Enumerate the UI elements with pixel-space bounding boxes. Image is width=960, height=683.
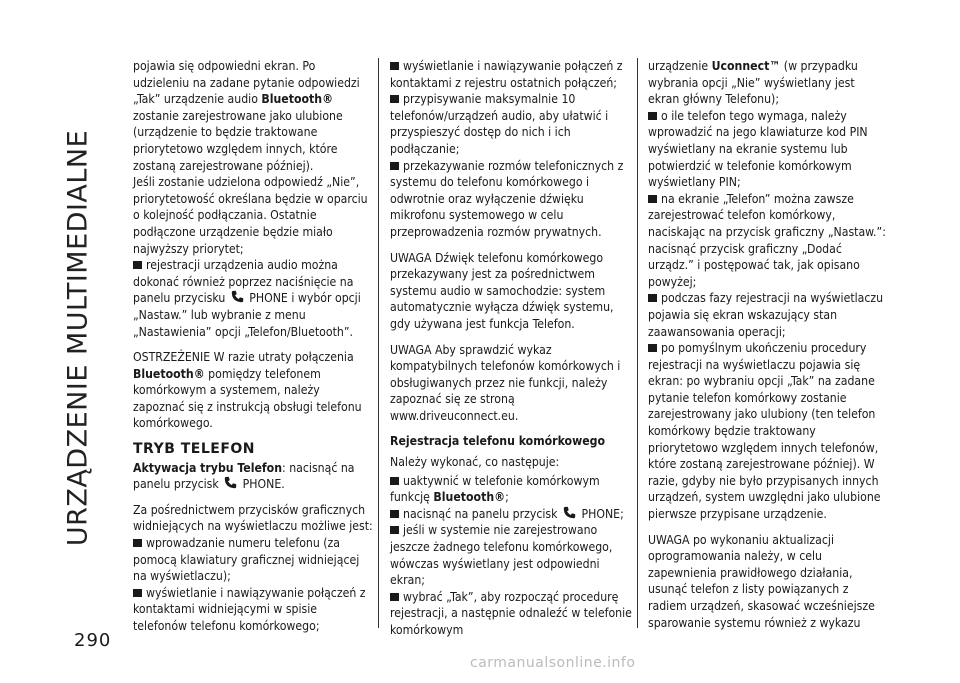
column-2 (390, 58, 632, 639)
paragraph: urządzenie Uconnect™ (w przypadku wybrania opcji „Nie” wyświetlany jest ekran główny Telefonu); (648, 59, 858, 107)
list-item: na ekranie „Telefon” można zawsze zarejestrować telefon komórkowy, naciskając na przycisk graficzny „Nastaw.”: nacisnąć przycisk graficzny „Dodać urządz.” i postępować tak, jak opisano powyżej; (648, 191, 886, 289)
paragraph: OSTRZEŻENIE W razie utraty połączenia Bluetooth® pomiędzy telefonem komórkowym a systemem, należy zapoznać się z instrukcją obsługi telefonu komórkowego. (133, 350, 362, 431)
phone-icon (563, 506, 576, 519)
page-number: 290 (74, 630, 112, 651)
list-item: przekazywanie rozmów telefonicznych z systemu do telefonu komórkowego i odwrotnie oraz wyłączenie dźwięku mikrofonu systemowego w celu przeprowadzenia rozmów prywatnych. (390, 158, 624, 239)
bullet-icon (133, 261, 142, 269)
bullet-icon (648, 294, 657, 302)
list-item: nacisnąć na panelu przycisk PHONE; (390, 506, 632, 523)
bullet-icon (648, 112, 657, 120)
list-item: wprowadzanie numeru telefonu (za pomocą klawiatury graficznej widniejącej na wyświetlaczu); (133, 536, 360, 584)
section-side-title: URZĄDZENIE MULTIMEDIALNE (62, 129, 94, 547)
column-divider (637, 58, 638, 628)
list-item: wyświetlanie i nawiązywanie połączeń z kontaktami widniejącymi w spisie telefonów telefonu komórkowego; (133, 585, 366, 633)
list-item: podczas fazy rejestracji na wyświetlaczu pojawia się ekran wskazujący stan zaawansowania operacji; (648, 291, 884, 339)
paragraph: UWAGA po wykonaniu aktualizacji oprogramowania należy, w celu zapewnienia prawidłowego działania, usunąć telefon z listy powiązanych z radiem urządzeń, skasować wcześniejsze sparowanie systemu również z wykazu (648, 532, 875, 630)
list-item: wyświetlanie i nawiązywanie połączeń z kontaktami z rejestru ostatnich połączeń; (390, 59, 623, 90)
bullet-icon (648, 344, 657, 352)
bullet-icon (133, 589, 142, 597)
paragraph: Aktywacja trybu Telefon: nacisnąć na panelu przycisk PHONE. (133, 460, 355, 492)
column-divider (378, 58, 379, 628)
bullet-icon (390, 526, 399, 534)
subheading: Rejestracja telefonu komórkowego (390, 434, 606, 449)
paragraph: pojawia się odpowiedni ekran. Po udzieleniu na zadane pytanie odpowiedzi „Tak” urządzenie audio Bluetooth® zostanie zarejestrowane jako ulubione (urządzenie to będzie traktowane priorytetowo względem innych, które zostaną zarejestrowane później). Jeśli zostanie udzielona odpowiedź „Nie”, priorytetowość określana będzie w oparciu o kolejność podłączania. Ostatnie podłączone urządzenie będzie miało najwyższy priorytet; (133, 59, 368, 256)
list-item: wybrać „Tak”, aby rozpocząć procedurę rejestracji, a następnie odnaleźć w telefonie komórkowym (390, 589, 632, 637)
bullet-icon (390, 593, 399, 601)
paragraph: Należy wykonać, co następuje: (390, 455, 560, 470)
list-item: uaktywnić w telefonie komórkowym funkcję Bluetooth®; (390, 473, 600, 505)
bullet-icon (648, 195, 657, 203)
paragraph: UWAGA Aby sprawdzić wykaz kompatybilnych telefonów komórkowych i obsługiwanych przez nie funkcji, należy zapoznać się ze stroną www.driveuconnect.eu. (390, 342, 621, 423)
section-heading: TRYB TELEFON (133, 441, 256, 458)
bullet-icon (133, 539, 142, 547)
bullet-icon (390, 477, 399, 485)
paragraph: Za pośrednictwem przycisków graficznych widniejących na wyświetlaczu możliwe jest: (133, 502, 373, 534)
bullet-icon (390, 95, 399, 103)
phone-icon (224, 476, 237, 489)
list-item: jeśli w systemie nie zarejestrowano jeszcze żadnego telefonu komórkowego, wówczas wyświetlany jest odpowiedni ekran; (390, 523, 613, 588)
list-item: przypisywanie maksymalnie 10 telefonów/urządzeń audio, aby ułatwić i przyspieszyć dostęp do nich i ich podłączanie; (390, 92, 609, 156)
list-item: rejestracji urządzenia audio można dokonać również poprzez naciśnięcie na panelu przycisku PHONE i wybór opcji „Nastaw.” lub wybranie z menu „Nastawienia” opcji „Telefon/Bluetooth”. (133, 258, 361, 339)
phone-icon (231, 290, 244, 303)
bullet-icon (390, 162, 399, 170)
list-item: o ile telefon tego wymaga, należy wprowadzić na jego klawiaturze kod PIN wyświetlany na ekranie systemu lub potwierdzić w telefonie komórkowym wyświetlany PIN; (648, 108, 868, 190)
list-item: po pomyślnym ukończeniu procedury rejestracji na wyświetlaczu pojawia się ekran: po wybraniu opcji „Tak” na zadane pytanie telefon komórkowy zostanie zarejestrowany jako ulubiony (ten telefon komórkowy będzie traktowany priorytetowo względem innych telefonów, które zostaną zarejestrowane później). W razie, gdyby nie było przypisanych innych urządzeń, system uwzględni jako ulubione pierwsze przypisane urządzenie. (648, 341, 881, 522)
bullet-icon (390, 62, 399, 70)
column-1 (133, 58, 373, 635)
column-3 (648, 58, 888, 640)
paragraph: UWAGA Dźwięk telefonu komórkowego przekazywany jest za pośrednictwem systemu audio w samochodzie: system automatycznie wyłącza dźwięk systemu, gdy używana jest funkcja Telefon. (390, 250, 614, 331)
bullet-icon (390, 510, 399, 518)
watermark: carmanualsonline.info (470, 655, 636, 671)
